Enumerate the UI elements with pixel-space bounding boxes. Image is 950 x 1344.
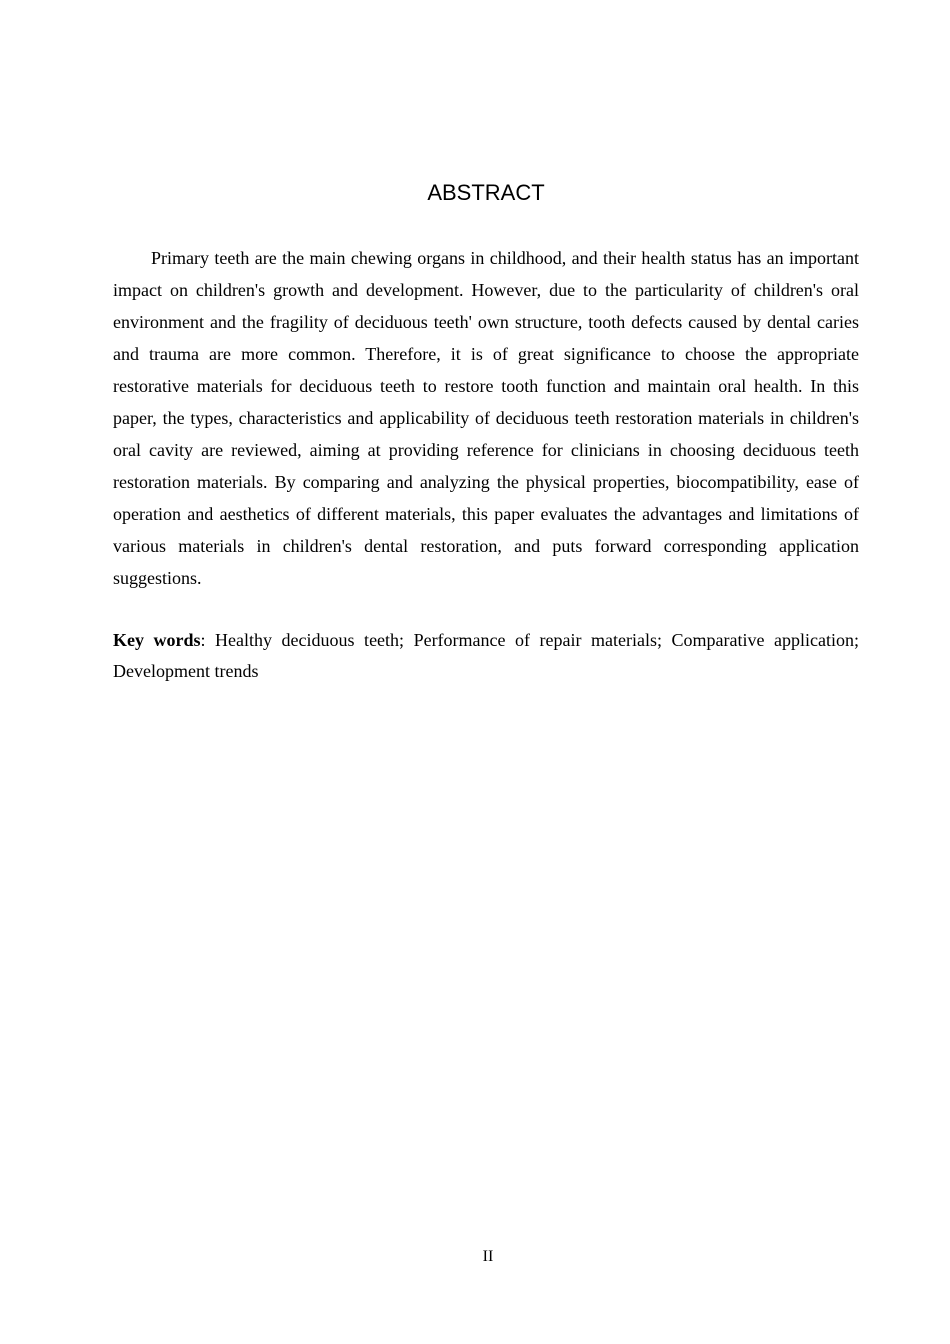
keywords-paragraph bbox=[113, 625, 859, 687]
keywords-list: : Healthy deciduous teeth; Performance of repair materials; Comparative application; Development trends bbox=[113, 630, 860, 681]
keywords-label: Key words bbox=[113, 630, 201, 650]
page-number: II bbox=[482, 1248, 494, 1265]
abstract-paragraph: Primary teeth are the main chewing organs in childhood, and their health status has an important impact on children's growth and development. However, due to the particularity of children's oral environment and the fragility of deciduous teeth' own structure, tooth defects caused by dental caries and trauma are more common. Therefore, it is of great significance to choose the appropriate restorative materials for deciduous teeth to restore tooth function and maintain oral health. In this paper, the types, characteristics and applicability of deciduous teeth restoration materials in children's oral cavity are reviewed, aiming at providing reference for clinicians in choosing deciduous teeth restoration materials. By comparing and analyzing the physical properties, biocompatibility, ease of operation and aesthetics of different materials, this paper evaluates the advantages and limitations of various materials in children's dental restoration, and puts forward corresponding application suggestions. bbox=[113, 248, 859, 588]
abstract-title: ABSTRACT bbox=[427, 180, 545, 205]
